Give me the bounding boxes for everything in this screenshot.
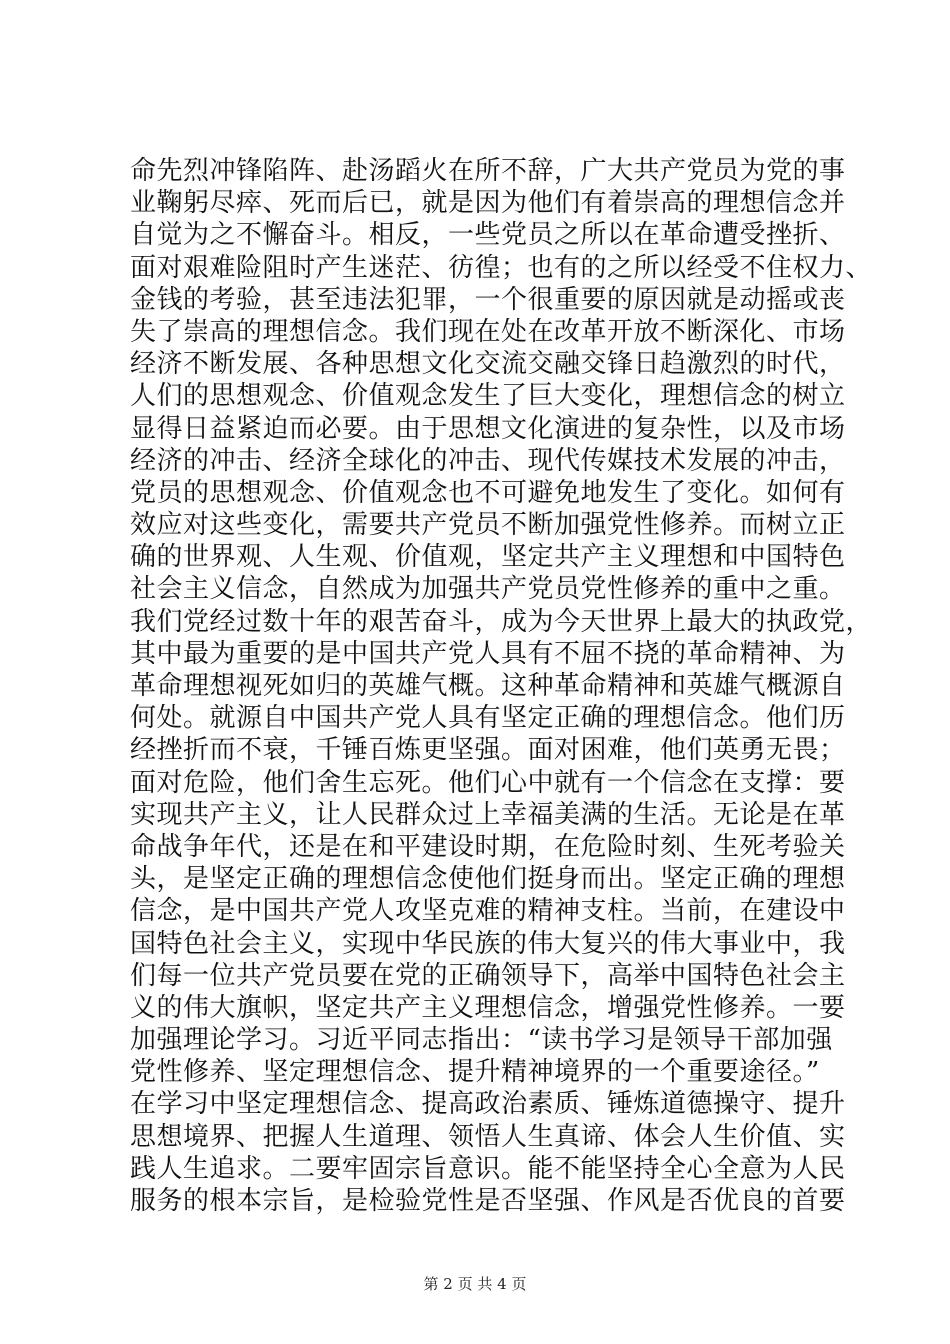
- text-line: 加强理论学习。习近平同志指出：“读书学习是领导干部加强: [130, 1025, 833, 1056]
- text-line: 经挫折而不衰，千锤百炼更坚强。面对困难，他们英勇无畏；: [130, 735, 846, 766]
- text-line: 命先烈冲锋陷阵、赴汤蹈火在所不辞，广大共产党员为党的事: [130, 156, 846, 186]
- page-number: 第 2 页 共 4 页: [423, 1275, 527, 1293]
- text-line: 国特色社会主义，实现中华民族的伟大复兴的伟大事业中，我: [130, 928, 846, 959]
- body-text: [130, 155, 873, 1217]
- text-line: 业鞠躬尽瘁、死而后已，就是因为他们有着崇高的理想信念并: [130, 188, 846, 219]
- text-line: 自觉为之不懈奋斗。相反，一些党员之所以在革命遭受挫折、: [130, 220, 846, 251]
- text-line: 命战争年代，还是在和平建设时期，在危险时刻、生死考验关: [130, 831, 846, 862]
- text-line: 失了崇高的理想信念。我们现在处在改革开放不断深化、市场: [130, 316, 846, 347]
- text-line: 头，是坚定正确的理想信念使他们挺身而出。坚定正确的理想: [130, 864, 846, 895]
- text-line: 实现共产主义，让人民群众过上幸福美满的生活。无论是在革: [130, 799, 846, 830]
- text-line: 人们的思想观念、价值观念发生了巨大变化，理想信念的树立: [130, 381, 846, 412]
- text-line: 党性修养、坚定理想信念、提升精神境界的一个重要途径。”: [130, 1057, 820, 1088]
- text-line: 服务的根本宗旨，是检验党性是否坚强、作风是否优良的首要: [130, 1186, 846, 1216]
- text-line: 何处。就源自中国共产党人具有坚定正确的理想信念。他们历: [130, 703, 846, 734]
- text-line: 义的伟大旗帜，坚定共产主义理想信念，增强党性修养。一要: [130, 992, 846, 1023]
- text-line: 信念，是中国共产党人攻坚克难的精神支柱。当前，在建设中: [130, 896, 846, 927]
- text-line: 我们党经过数十年的艰苦奋斗，成为今天世界上最大的执政党，: [130, 606, 873, 637]
- text-line: 践人生追求。二要牢固宗旨意识。能不能坚持全心全意为人民: [130, 1153, 846, 1184]
- text-line: 经济不断发展、各种思想文化交流交融交锋日趋激烈的时代，: [130, 349, 846, 380]
- text-line: 显得日益紧迫而必要。由于思想文化演进的复杂性，以及市场: [130, 413, 846, 444]
- text-line: 经济的冲击、经济全球化的冲击、现代传媒技术发展的冲击，: [130, 445, 846, 476]
- text-line: 在学习中坚定理想信念、提高政治素质、锤炼道德操守、提升: [130, 1089, 846, 1120]
- text-line: 金钱的考验，甚至违法犯罪，一个很重要的原因就是动摇或丧: [130, 284, 846, 315]
- text-line: 党员的思想观念、价值观念也不可避免地发生了变化。如何有: [130, 477, 846, 508]
- text-line: 思想境界、把握人生道理、领悟人生真谛、体会人生价值、实: [130, 1121, 846, 1152]
- text-line: 确的世界观、人生观、价值观，坚定共产主义理想和中国特色: [130, 542, 846, 573]
- text-line: 效应对这些变化，需要共产党员不断加强党性修养。而树立正: [130, 510, 846, 541]
- text-line: 革命理想视死如归的英雄气概。这种革命精神和英雄气概源自: [130, 671, 846, 701]
- text-line: 其中最为重要的是中国共产党人具有不屈不挠的革命精神、为: [130, 638, 846, 669]
- text-line: 社会主义信念，自然成为加强共产党员党性修养的重中之重。: [130, 574, 846, 605]
- text-line: 面对危险，他们舍生忘死。他们心中就有一个信念在支撑：要: [130, 767, 846, 798]
- text-line: 们每一位共产党员要在党的正确领导下，高举中国特色社会主: [130, 960, 846, 991]
- text-line: 面对艰难险阻时产生迷茫、彷徨；也有的之所以经受不住权力、: [130, 252, 873, 283]
